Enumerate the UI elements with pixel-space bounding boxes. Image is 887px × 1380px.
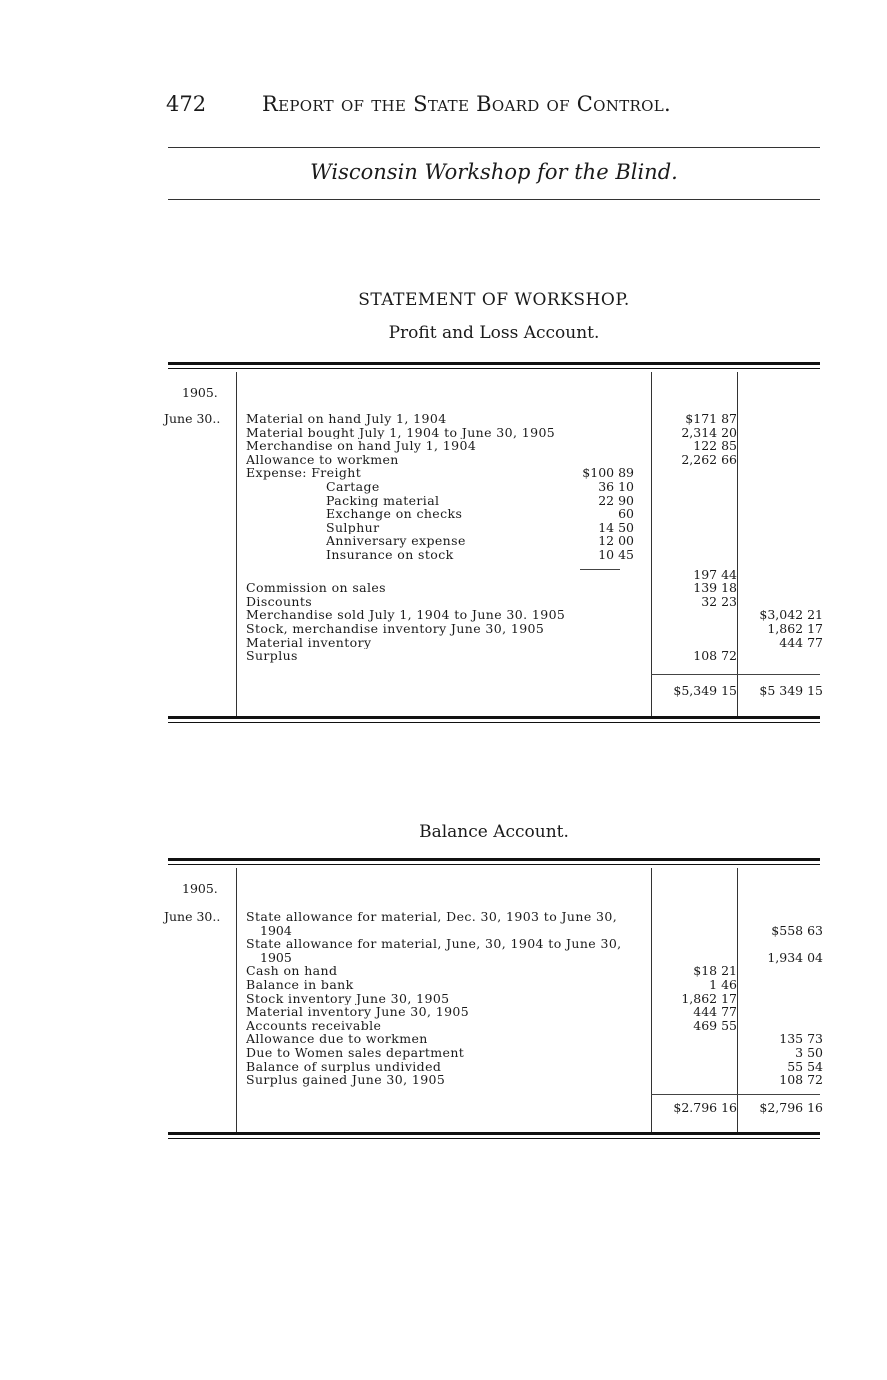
page-number: 472 <box>166 92 207 116</box>
row-debit: 1 46 <box>709 977 737 992</box>
date-label: June 30.. <box>164 411 221 426</box>
row-label: Accounts receivable <box>246 1018 382 1033</box>
profit-loss-table <box>164 362 823 724</box>
balance-table <box>164 858 823 1140</box>
row-credit: 444 77 <box>779 634 823 650</box>
document-subtitle: Wisconsin Workshop for the Blind. <box>310 160 678 184</box>
row-label: Material inventory <box>246 635 372 650</box>
row-debit: 122 85 <box>693 438 737 454</box>
row-subamount: 14 50 <box>598 519 634 535</box>
row-debit: 2,314 20 <box>681 424 737 440</box>
row-label: Stock inventory June 30, 1905 <box>246 991 450 1006</box>
total-credit: $2,796 16 <box>759 1100 823 1115</box>
row-label: Merchandise on hand July 1, 1904 <box>246 439 477 453</box>
row-label: Anniversary expense <box>326 534 466 548</box>
total-rule <box>651 674 820 675</box>
row-credit: 135 73 <box>779 1031 823 1047</box>
row-debit: 1,862 17 <box>681 990 737 1006</box>
row-debit: 469 55 <box>693 1017 737 1033</box>
row-label: Material on hand July 1, 1904 <box>246 412 447 426</box>
row-debit: $171 87 <box>685 411 737 426</box>
total-credit: $5 349 15 <box>759 683 823 698</box>
row-debit: $18 21 <box>693 963 737 979</box>
total-debit: $5,349 15 <box>673 683 737 698</box>
page-header <box>166 92 820 122</box>
row-subamount: $100 89 <box>582 465 634 481</box>
row-credit: 55 54 <box>787 1058 823 1074</box>
row-credit: 1,934 04 <box>767 949 823 965</box>
column-divider <box>236 868 237 1134</box>
row-label: Allowance due to workmen <box>246 1032 428 1046</box>
row-credit: $558 63 <box>771 922 823 938</box>
row-label: Cartage <box>326 480 380 494</box>
row-label: Merchandise sold July 1, 1904 to June 30. 1905 <box>246 608 566 622</box>
table-bottom-border <box>168 716 820 723</box>
table-top-border <box>168 362 820 369</box>
row-label: Due to Women sales department <box>246 1046 465 1060</box>
row-label-continued: 1905 <box>260 949 292 965</box>
row-label: Packing material <box>326 493 440 508</box>
total-debit: $2.796 16 <box>673 1100 737 1115</box>
row-subamount: 60 <box>618 506 634 522</box>
row-label: Surplus gained June 30, 1905 <box>246 1073 446 1087</box>
row-debit: 197 44 <box>693 566 737 582</box>
row-label-continued: 1904 <box>260 922 292 938</box>
row-credit: 108 72 <box>779 1072 823 1088</box>
row-subamount: 36 10 <box>598 479 634 494</box>
row-label: State allowance for material, Dec. 30, 1903 to June 30, <box>246 910 618 924</box>
row-label: Commission on sales <box>246 581 386 595</box>
row-label: Surplus <box>246 649 298 663</box>
row-label: Material inventory June 30, 1905 <box>246 1005 470 1019</box>
row-label: Cash on hand <box>246 964 338 978</box>
row-subamount: 10 45 <box>598 547 634 562</box>
year-label: 1905. <box>182 385 218 400</box>
subtitle-rule <box>168 199 820 200</box>
row-debit: 108 72 <box>693 648 737 664</box>
row-credit: 3 50 <box>795 1045 823 1060</box>
row-label: Insurance on stock <box>326 548 454 562</box>
row-debit: 139 18 <box>693 580 737 596</box>
statement-title: STATEMENT OF WORKSHOP. <box>358 290 630 310</box>
row-label: Stock, merchandise inventory June 30, 1905 <box>246 622 545 636</box>
row-subamount: 12 00 <box>598 533 634 549</box>
subtotal-rule <box>580 569 620 570</box>
total-rule <box>651 1094 820 1095</box>
row-label: Discounts <box>246 594 313 609</box>
row-credit: $3,042 21 <box>759 607 823 623</box>
row-debit: 444 77 <box>693 1004 737 1020</box>
date-label: June 30.. <box>164 909 221 924</box>
table-top-border <box>168 858 820 865</box>
statement-subtitle: Profit and Loss Account. <box>388 323 600 343</box>
year-label: 1905. <box>182 881 218 896</box>
running-title: Report of the State Board of Control. <box>262 92 671 116</box>
row-label: Balance of surplus undivided <box>246 1059 442 1074</box>
row-label: Allowance to workmen <box>246 452 399 467</box>
balance-title: Balance Account. <box>419 822 569 842</box>
row-label: Exchange on checks <box>326 507 463 521</box>
row-label: State allowance for material, June, 30, 1904 to June 30, <box>246 937 622 951</box>
row-subamount: 22 90 <box>598 492 634 508</box>
row-label: Balance in bank <box>246 978 354 992</box>
row-credit: 1,862 17 <box>767 621 823 636</box>
row-debit: 2,262 66 <box>681 451 737 467</box>
column-divider <box>236 372 237 718</box>
row-label: Expense: Freight <box>246 466 362 480</box>
header-rule <box>168 147 820 148</box>
table-bottom-border <box>168 1132 820 1139</box>
column-divider <box>737 372 738 718</box>
row-label: Sulphur <box>326 520 380 535</box>
row-debit: 32 23 <box>701 593 737 609</box>
row-label: Material bought July 1, 1904 to June 30, 1905 <box>246 425 556 440</box>
